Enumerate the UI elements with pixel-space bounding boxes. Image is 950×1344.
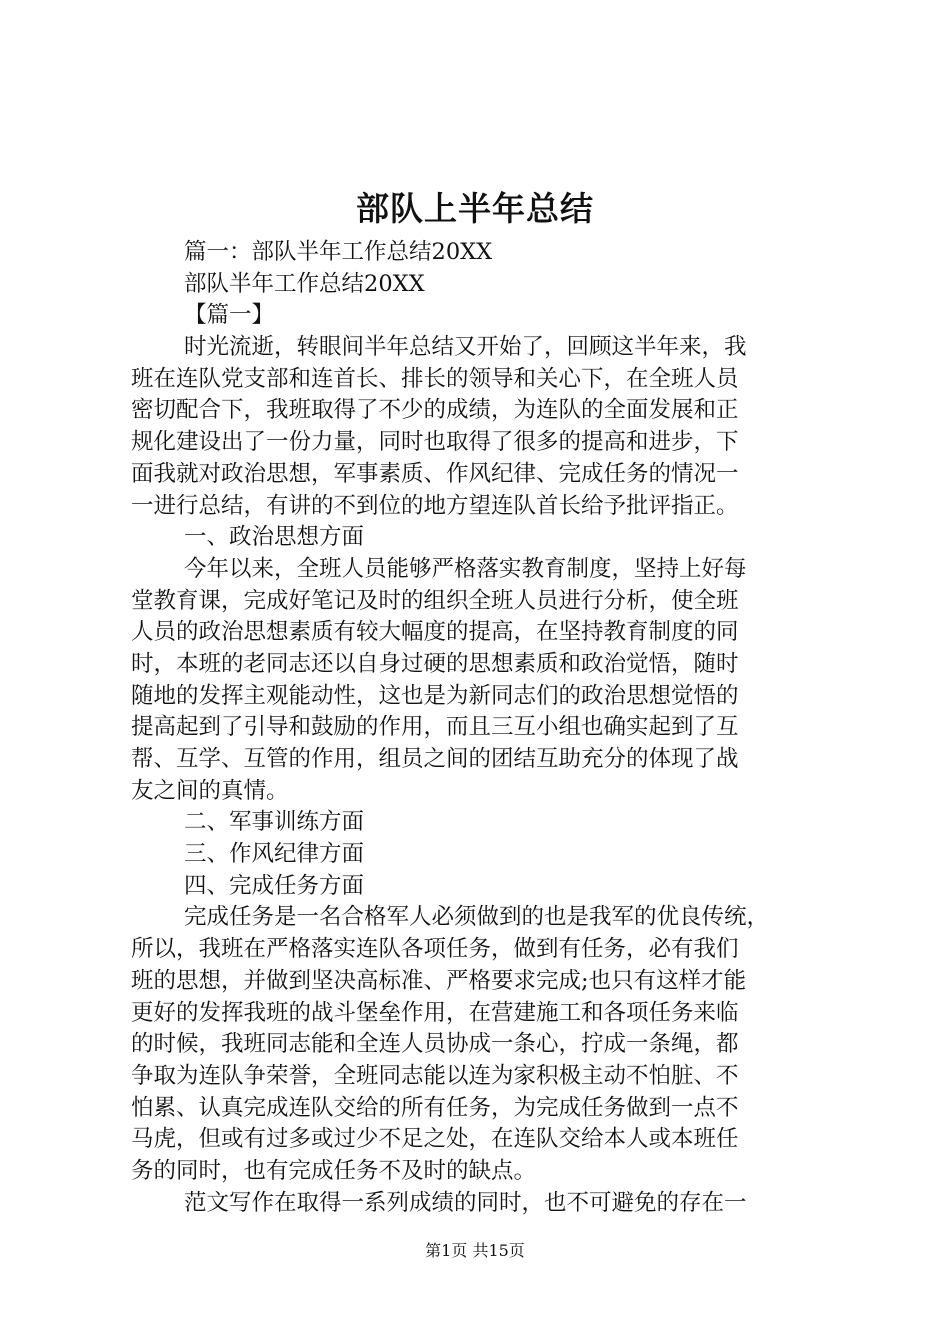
paragraph-line: 人员的政治思想素质有较大幅度的提高，在坚持教育制度的同 bbox=[131, 619, 739, 646]
section-heading-tasks: 四、完成任务方面 bbox=[184, 872, 365, 899]
paragraph-line: 范文写作在取得一系列成绩的同时，也不可避免的存在一 bbox=[184, 1189, 747, 1216]
paragraph-line: 更好的发挥我班的战斗堡垒作用，在营建施工和各项任务来临 bbox=[131, 999, 739, 1026]
paragraph-line: 班的思想，并做到坚决高标准、严格要求完成;也只有这样才能 bbox=[131, 967, 747, 994]
paragraph-line: 时光流逝，转眼间半年总结又开始了，回顾这半年来，我 bbox=[184, 334, 747, 361]
paragraph-line: 务的同时，也有完成任务不及时的缺点。 bbox=[131, 1157, 537, 1184]
paragraph-line: 友之间的真情。 bbox=[131, 777, 289, 804]
paragraph-line: 班在连队党支部和连首长、排长的领导和关心下，在全班人员 bbox=[131, 365, 739, 392]
paragraph-line: 争取为连队争荣誉，全班同志能以连为家积极主动不怕脏、不 bbox=[131, 1062, 739, 1089]
part-marker: 【篇一】 bbox=[184, 302, 275, 329]
paragraph-line: 随地的发挥主观能动性，这也是为新同志们的政治思想觉悟的 bbox=[131, 682, 739, 709]
paragraph-line: 一进行总结，有讲的不到位的地方望连队首长给予批评指正。 bbox=[131, 492, 739, 519]
paragraph-line: 密切配合下，我班取得了不少的成绩，为连队的全面发展和正 bbox=[131, 397, 739, 424]
paragraph-line: 时，本班的老同志还以自身过硬的思想素质和政治觉悟，随时 bbox=[131, 650, 739, 677]
paragraph-line: 完成任务是一名合格军人必须做到的也是我军的优良传统， bbox=[184, 904, 770, 931]
paragraph-line: 提高起到了引导和鼓励的作用，而且三互小组也确实起到了互 bbox=[131, 714, 739, 741]
paragraph-line: 今年以来，全班人员能够严格落实教育制度，坚持上好每 bbox=[184, 555, 747, 582]
document-title: 部队上半年总结 bbox=[356, 189, 594, 228]
section-heading-politics: 一、政治思想方面 bbox=[184, 524, 365, 551]
paragraph-line: 帮、互学、互管的作用，组员之间的团结互助充分的体现了战 bbox=[131, 746, 739, 772]
paragraph-line: 所以，我班在严格落实连队各项任务，做到有任务，必有我们 bbox=[131, 936, 739, 963]
document-body bbox=[131, 237, 831, 1219]
page-number-footer: 第1页 共15页 bbox=[425, 1241, 525, 1260]
subtitle-line: 部队半年工作总结20XX bbox=[184, 270, 425, 297]
paragraph-line: 规化建设出了一份力量，同时也取得了很多的提高和进步，下 bbox=[131, 429, 739, 456]
section-heading: 篇一：部队半年工作总结20XX bbox=[184, 239, 493, 265]
section-heading-discipline: 三、作风纪律方面 bbox=[184, 841, 365, 868]
paragraph-line: 的时候，我班同志能和全连人员协成一条心，拧成一条绳，都 bbox=[131, 1031, 739, 1058]
paragraph-line: 面我就对政治思想，军事素质、作风纪律、完成任务的情况一 bbox=[131, 460, 739, 487]
paragraph-line: 堂教育课，完成好笔记及时的组织全班人员进行分析，使全班 bbox=[131, 587, 739, 614]
paragraph-line: 怕累、认真完成连队交给的所有任务，为完成任务做到一点不 bbox=[131, 1094, 739, 1121]
section-heading-training: 二、军事训练方面 bbox=[184, 809, 365, 836]
paragraph-line: 马虎，但或有过多或过少不足之处，在连队交给本人或本班任 bbox=[131, 1126, 739, 1153]
